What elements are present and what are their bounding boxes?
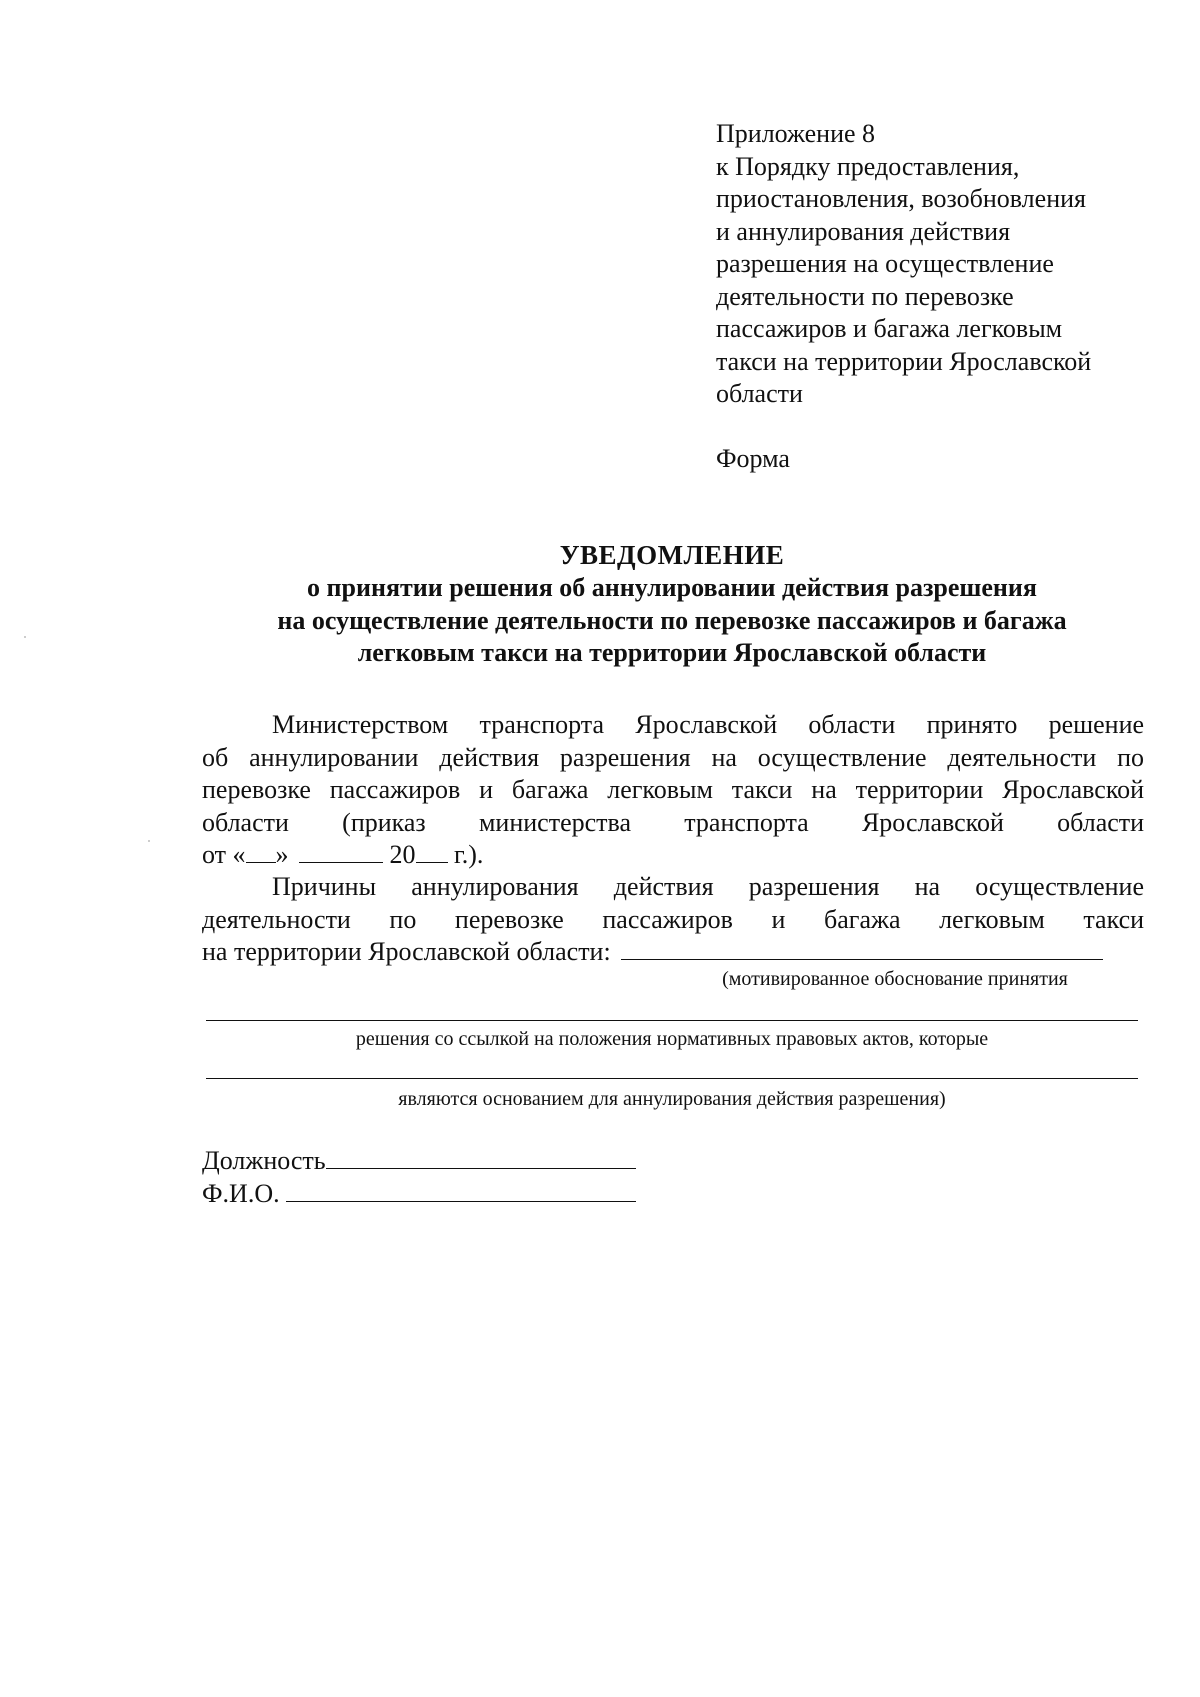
word: решение <box>1048 710 1145 739</box>
paragraph-line <box>202 807 1144 840</box>
reasons-field[interactable] <box>621 937 1103 960</box>
word: перевозке <box>454 904 564 934</box>
caption-grounds: являются основанием для аннулирования действия разрешения) <box>398 1088 946 1110</box>
reasons-field-line-3[interactable] <box>206 1078 1138 1079</box>
word: министерства <box>478 807 631 837</box>
word: легковым <box>939 904 1045 934</box>
name-label: Ф.И.О. <box>202 1179 280 1208</box>
word: Министерством <box>272 710 449 739</box>
word: разрешения <box>559 742 691 772</box>
word: на <box>914 872 941 901</box>
appendix-line: пассажиров и багажа легковым <box>716 314 1063 343</box>
appendix-line: Приложение 8 <box>716 119 876 148</box>
reasons-line <box>202 936 1144 969</box>
appendix-line: разрешения на осуществление <box>716 249 1054 278</box>
word: разрешения <box>748 872 880 901</box>
appendix-line: к Порядку предоставления, <box>716 151 1020 181</box>
word: транспорта <box>684 807 809 837</box>
word: и <box>771 904 786 934</box>
position-field[interactable] <box>326 1144 636 1169</box>
reasons-label: на территории Ярославской области: <box>202 937 611 966</box>
paragraph-reasons <box>202 871 1144 969</box>
document-subtitle-line: о принятии решения об аннулировании действия разрешения <box>307 573 1037 602</box>
appendix-line: области <box>716 379 803 408</box>
name-field[interactable] <box>286 1177 636 1202</box>
document-title: УВЕДОМЛЕНИЕ <box>559 540 785 570</box>
word: аннулирования <box>411 872 579 901</box>
appendix-line: такси на территории Ярославской <box>716 346 1092 376</box>
word: принято <box>926 710 1018 739</box>
paragraph-line <box>202 742 1144 775</box>
word: такси <box>1083 904 1145 934</box>
word: такси <box>731 775 793 804</box>
word: пассажиров <box>602 904 733 934</box>
word: аннулировании <box>249 742 419 772</box>
word: Ярославской <box>635 710 778 739</box>
word: об <box>202 742 229 772</box>
month-field[interactable] <box>299 840 383 863</box>
year-prefix: 20 <box>389 840 416 869</box>
word: осуществление <box>975 872 1144 901</box>
word: Причины <box>272 872 377 901</box>
position-line <box>202 1144 636 1177</box>
date-prefix: от « <box>202 840 246 869</box>
word: и <box>479 775 494 804</box>
word: пассажиров <box>329 775 461 804</box>
word: деятельности <box>202 904 351 934</box>
day-field[interactable] <box>246 840 276 863</box>
paragraph-line <box>202 709 1144 742</box>
word: действия <box>613 872 714 901</box>
paragraph-line <box>202 904 1144 937</box>
form-label: Форма <box>716 444 790 473</box>
date-suffix: г.). <box>454 840 484 869</box>
name-line <box>202 1177 636 1210</box>
word: действия <box>439 742 540 772</box>
word: перевозке <box>202 775 311 804</box>
position-label: Должность <box>202 1146 326 1175</box>
reasons-field-line-2[interactable] <box>206 1020 1138 1021</box>
scan-speck <box>148 840 150 842</box>
word: области <box>808 710 896 739</box>
word: Ярославской <box>861 807 1004 837</box>
year-field[interactable] <box>416 840 448 863</box>
caption-legal-reference: решения со ссылкой на положения нормативных правовых актов, которые <box>355 1028 989 1050</box>
word: по <box>389 904 417 934</box>
word: осуществление <box>757 742 927 772</box>
document-subtitle-line: легковым такси на территории Ярославской области <box>357 638 987 667</box>
appendix-block <box>716 118 1136 411</box>
word: легковым <box>607 775 713 804</box>
word: территории <box>855 775 984 804</box>
appendix-line: и аннулирования действия <box>716 216 1011 246</box>
order-date-line <box>202 839 1144 872</box>
paragraph-line <box>202 774 1144 807</box>
word: деятельности <box>947 742 1097 772</box>
scan-speck <box>24 636 26 638</box>
word: по <box>1117 742 1145 772</box>
word: на <box>811 775 837 804</box>
appendix-line: приостановления, возобновления <box>716 184 1086 213</box>
document-title-block <box>200 538 1144 670</box>
word: Ярославской <box>1002 775 1145 804</box>
paragraph-line <box>202 871 1144 904</box>
paragraph-decision <box>202 709 1144 872</box>
document-subtitle-line: на осуществление деятельности по перевозке пассажиров и багажа <box>277 605 1067 635</box>
appendix-line: деятельности по перевозке <box>716 281 1014 311</box>
word: области <box>1057 807 1145 837</box>
word: (приказ <box>342 807 426 837</box>
word: на <box>711 742 737 772</box>
word: багажа <box>824 904 901 934</box>
caption-justification: (мотивированное обоснование принятия <box>722 968 1068 990</box>
date-quote-close: » <box>275 840 289 869</box>
word: области <box>202 807 289 837</box>
word: транспорта <box>479 710 604 739</box>
word: багажа <box>511 775 589 804</box>
